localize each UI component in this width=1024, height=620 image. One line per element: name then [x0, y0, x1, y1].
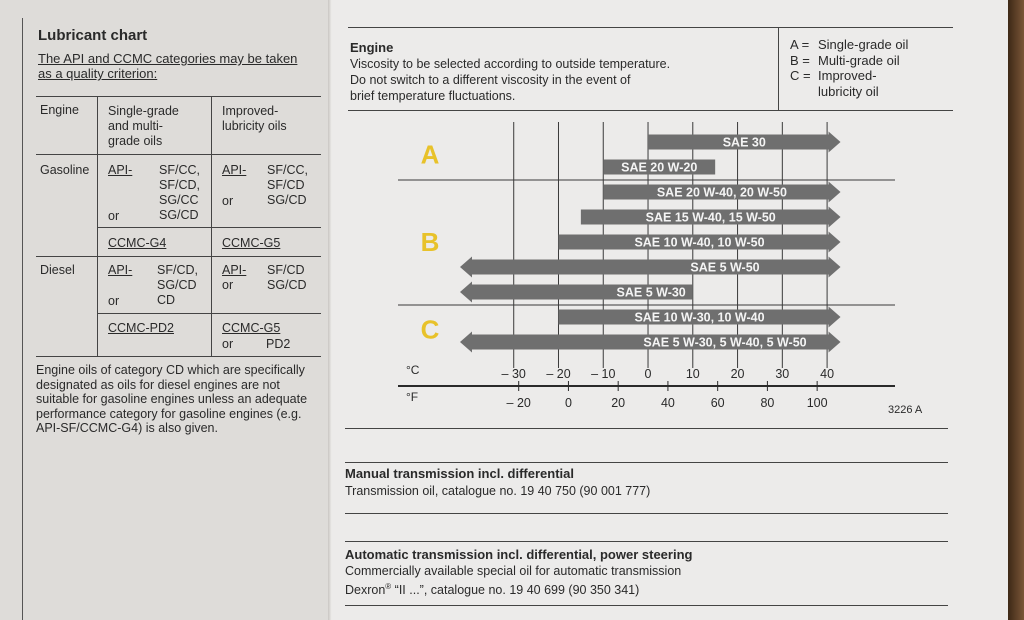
- left-page: [0, 0, 330, 620]
- section-rule-3: [345, 513, 948, 514]
- legend-text: Improved-: [818, 68, 877, 83]
- diesel-or-improved: or: [222, 278, 234, 292]
- header-improved-line: lubricity oils: [222, 119, 287, 133]
- table-col-divider-1: [97, 96, 98, 356]
- legend-key: A =: [790, 37, 810, 52]
- api-value: SG/CC: [159, 193, 199, 207]
- left-margin-rule: [22, 18, 23, 620]
- section-rule-5: [345, 605, 948, 606]
- subtitle-line-1: The API and CCMC categories may be taken: [38, 51, 298, 66]
- catalogue-text: “II ...”, catalogue no. 19 40 699 (90 350 341): [391, 583, 640, 598]
- table-rule-diesel-ccmc: [97, 313, 321, 314]
- legend-key: C =: [790, 68, 811, 83]
- legend-text: Multi-grade oil: [818, 52, 900, 68]
- header-single-line: grade oils: [108, 134, 163, 148]
- celsius-tick-label-6: 30: [775, 367, 790, 381]
- section-rule-4: [345, 541, 948, 542]
- viscosity-bar-label-7: SAE 10 W-30, 10 W-40: [634, 310, 765, 325]
- viscosity-bar-label-1: SAE 20 W-20: [621, 160, 698, 175]
- gas-api-improved: API-: [222, 163, 247, 177]
- legend-item-c: [790, 68, 908, 84]
- viscosity-bar-label-8: SAE 5 W-30, 5 W-40, 5 W-50: [643, 335, 807, 350]
- legend-text: lubricity oil: [818, 83, 879, 99]
- viscosity-bar-label-3: SAE 15 W-40, 15 W-50: [645, 210, 776, 225]
- celsius-unit-label: °C: [406, 363, 420, 377]
- header-engine: Engine: [40, 103, 79, 117]
- api-value: SF/CD,: [159, 178, 200, 192]
- api-value: SF/CD,: [157, 263, 198, 277]
- lubricant-subtitle: [38, 51, 297, 81]
- dexron-text: Dexron: [345, 583, 386, 598]
- book-edge: [1008, 0, 1024, 620]
- fahrenheit-tick-label-0: – 20: [506, 396, 531, 410]
- header-single-grade: [108, 104, 179, 149]
- legend-item-a: [790, 37, 908, 53]
- table-rule-bottom: [36, 356, 321, 357]
- gas-api-improved-values: [267, 163, 308, 208]
- celsius-tick-label-3: 0: [644, 367, 652, 381]
- diesel-pd2: PD2: [266, 337, 291, 351]
- diesel-ccmc-single: CCMC-PD2: [108, 321, 174, 335]
- viscosity-bar-5: [460, 257, 841, 278]
- api-value: SF/CC,: [159, 163, 200, 177]
- subtitle-line-2: as a quality criterion:: [38, 66, 158, 81]
- diesel-api-improved: API-: [222, 263, 247, 277]
- figure-number: 3226 A: [888, 404, 923, 416]
- group-letter-b: B: [420, 227, 440, 257]
- legend-text: Single-grade oil: [818, 37, 909, 52]
- api-value: SG/CD: [157, 278, 197, 292]
- diesel-ccmc-improved: CCMC-G5: [222, 321, 281, 335]
- manual-transmission-text: Transmission oil, catalogue no. 19 40 750 (90 001 777): [345, 484, 651, 498]
- viscosity-bar-label-6: SAE 5 W-30: [616, 285, 686, 300]
- viscosity-bar-label-5: SAE 5 W-50: [690, 260, 760, 275]
- gas-ccmc-improved: CCMC-G5: [222, 236, 281, 250]
- group-letter-c: C: [420, 314, 440, 345]
- automatic-transmission-line-2: [345, 579, 639, 598]
- registered-mark: ®: [385, 582, 392, 591]
- api-value: SF/CC,: [267, 163, 308, 177]
- celsius-tick-label-7: 40: [820, 367, 835, 381]
- manual-transmission-heading: Manual transmission incl. differential: [345, 466, 574, 481]
- viscosity-bar-label-2: SAE 20 W-40, 20 W-50: [656, 185, 787, 200]
- celsius-tick-label-2: – 10: [591, 367, 616, 381]
- diesel-api-single-values: [157, 263, 198, 308]
- viscosity-temperature-chart: [340, 118, 923, 418]
- celsius-tick-label-0: – 30: [501, 367, 526, 381]
- table-rule-gas-end: [36, 256, 321, 257]
- table-rule-header: [36, 154, 321, 155]
- group-letter-a: A: [420, 139, 440, 170]
- gas-api-single-values: [159, 163, 200, 223]
- engine-box-bottom-rule: [348, 110, 953, 111]
- fahrenheit-unit-label: °F: [406, 390, 419, 404]
- table-col-divider-2: [211, 96, 212, 356]
- api-value: SF/CD: [267, 178, 305, 192]
- gas-api-single: API-: [108, 163, 133, 177]
- api-value: CD: [157, 293, 176, 307]
- celsius-tick-label-4: 10: [685, 367, 700, 381]
- api-value: SG/CD: [267, 278, 307, 292]
- engine-box-top-rule: [348, 27, 953, 28]
- header-single-line: and multi-: [108, 119, 163, 133]
- diesel-oil-note: Engine oils of category CD which are specifically designated as oils for diesel engines are not suitable for gasoline engines unless an adequate performance category for gasoline engines (e.g. API-SF/CCMC-G4) is also given.: [36, 363, 308, 435]
- api-value: SG/CD: [159, 208, 199, 222]
- diesel-api-improved-values: [267, 263, 307, 293]
- row-gasoline-label: Gasoline: [40, 163, 90, 177]
- diesel-api-single: API-: [108, 263, 133, 277]
- celsius-tick-label-5: 20: [730, 367, 745, 381]
- fahrenheit-tick-label-4: 60: [710, 396, 725, 410]
- gas-or-single: or: [108, 209, 120, 223]
- legend-item-c-cont: [790, 84, 908, 100]
- fahrenheit-tick-label-1: 0: [564, 396, 572, 410]
- viscosity-bar-label-0: SAE 30: [722, 135, 766, 150]
- diesel-or-single: or: [108, 294, 120, 308]
- engine-description: [350, 56, 670, 104]
- row-diesel-label: Diesel: [40, 263, 75, 277]
- viscosity-bar-label-4: SAE 10 W-40, 10 W-50: [634, 235, 765, 250]
- header-improved-line: Improved-: [222, 104, 279, 118]
- legend-divider: [778, 27, 779, 110]
- api-value: SG/CD: [267, 193, 307, 207]
- automatic-transmission-line-1: Commercially available special oil for automatic transmission: [345, 564, 682, 578]
- engine-line: Viscosity to be selected according to outside temperature.: [350, 57, 671, 71]
- table-rule-gas-ccmc: [97, 227, 321, 228]
- fahrenheit-tick-label-6: 100: [806, 396, 828, 410]
- legend-key: B =: [790, 52, 810, 68]
- legend-item-b: [790, 53, 908, 69]
- fahrenheit-tick-label-3: 40: [660, 396, 675, 410]
- lubricant-chart-title: Lubricant chart: [38, 27, 148, 44]
- gas-ccmc-single: CCMC-G4: [108, 236, 167, 250]
- header-improved: [222, 104, 287, 134]
- table-rule-top: [36, 96, 321, 97]
- automatic-transmission-heading: Automatic transmission incl. differential, power steering: [345, 547, 693, 562]
- gas-or-improved: or: [222, 194, 234, 208]
- api-value: SF/CD: [267, 263, 305, 277]
- header-single-line: Single-grade: [108, 104, 179, 118]
- oil-type-legend: [790, 37, 908, 99]
- engine-heading: Engine: [350, 40, 394, 55]
- engine-line: brief temperature fluctuations.: [350, 89, 516, 103]
- celsius-tick-label-1: – 20: [546, 367, 571, 381]
- diesel-or-pd2: or: [222, 337, 234, 351]
- page-gutter: [328, 0, 332, 620]
- fahrenheit-tick-label-2: 20: [611, 396, 626, 410]
- engine-line: Do not switch to a different viscosity in the event of: [350, 73, 631, 87]
- section-rule-2: [345, 462, 948, 463]
- section-rule-1: [345, 428, 948, 429]
- fahrenheit-tick-label-5: 80: [760, 396, 775, 410]
